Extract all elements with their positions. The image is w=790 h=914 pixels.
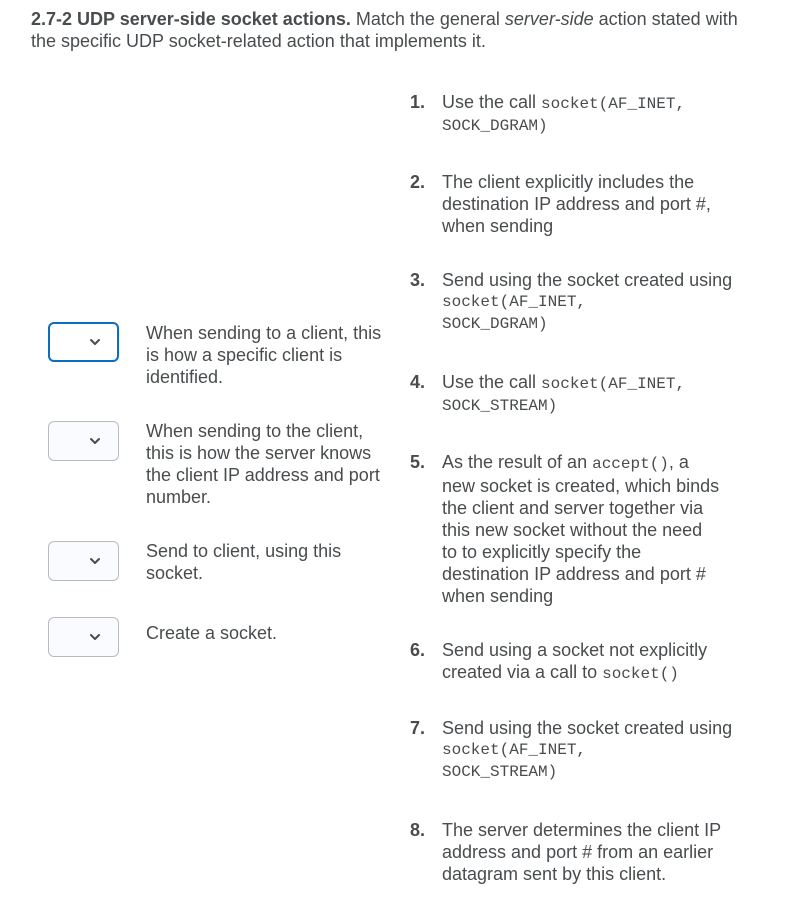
choice-5-line-5: to to explicitly specify the: [442, 542, 642, 562]
choice-7-number: 7.: [410, 718, 426, 738]
choice-7-code-1: socket(AF_INET,: [442, 741, 587, 759]
match-select-3[interactable]: [48, 541, 119, 581]
choice-1-text: Use the call: [442, 92, 542, 112]
question-text-emphasis: server-side: [504, 9, 594, 29]
choice-6: [410, 639, 750, 685]
prompt-1: When sending to a client, this is how a specific client is identified.: [146, 323, 382, 387]
prompt-4: Create a socket.: [146, 623, 278, 643]
choice-5-line-6: destination IP address and port #: [442, 564, 706, 584]
choice-6-line-1: Send using a socket not explicitly: [442, 640, 708, 660]
choice-6-number: 6.: [410, 640, 426, 660]
chevron-down-icon: [89, 335, 101, 349]
choice-7-text: Send using the socket created using: [442, 718, 733, 738]
choice-7-code-2: SOCK_STREAM): [442, 763, 558, 781]
choice-5-code: accept(): [592, 455, 669, 473]
choice-8-line-3: datagram sent by this client.: [442, 864, 667, 884]
prompt-2: When sending to the client, this is how the server knows the client IP address and port number.: [146, 421, 380, 507]
choice-2-line-3: when sending: [442, 216, 554, 236]
choice-2-line-2: destination IP address and port #,: [442, 194, 711, 214]
choice-8: [410, 819, 750, 885]
choice-5-line-2: new socket is created, which binds: [442, 476, 720, 496]
choice-5-number: 5.: [410, 452, 426, 472]
choice-6-code: socket(): [602, 665, 679, 683]
choice-4-text: Use the call: [442, 372, 542, 392]
match-select-4[interactable]: [48, 617, 119, 657]
choice-7: [410, 717, 750, 783]
match-select-2[interactable]: [48, 421, 119, 461]
chevron-down-icon: [89, 630, 101, 644]
prompt-3: Send to client, using this socket.: [146, 541, 342, 583]
choice-5-text-post: , a: [668, 452, 689, 472]
choice-5-line-4: this new socket without the need: [442, 520, 703, 540]
choice-3-code-1: socket(AF_INET,: [442, 293, 587, 311]
choice-1-number: 1.: [410, 92, 426, 112]
choice-2: [410, 171, 750, 237]
match-select-1[interactable]: [48, 322, 119, 362]
choice-5-line-7: when sending: [442, 586, 554, 606]
choice-1-code-1: socket(AF_INET,: [541, 95, 686, 113]
choice-2-line-1: The client explicitly includes the: [442, 172, 695, 192]
choice-8-number: 8.: [410, 820, 426, 840]
choice-6-text: created via a call to: [442, 662, 603, 682]
choice-4: [410, 371, 750, 417]
question-text-part1: Match the general: [350, 9, 505, 29]
choice-1: [410, 91, 750, 137]
choice-3-code-2: SOCK_DGRAM): [442, 315, 548, 333]
choice-5: [410, 451, 750, 607]
question-text: [31, 8, 761, 52]
chevron-down-icon: [89, 554, 101, 568]
choice-5-line-3: the client and server together via: [442, 498, 704, 518]
choice-3-number: 3.: [410, 270, 426, 290]
choice-8-line-1: The server determines the client IP: [442, 820, 722, 840]
choice-3-text: Send using the socket created using: [442, 270, 733, 290]
choice-4-code-1: socket(AF_INET,: [541, 375, 686, 393]
chevron-down-icon: [89, 434, 101, 448]
choice-3: [410, 269, 750, 335]
question-text-part2: action stated with the specific UDP socket-related action that implements it.: [31, 9, 738, 51]
choice-1-code-2: SOCK_DGRAM): [442, 117, 548, 135]
choice-4-number: 4.: [410, 372, 426, 392]
question-heading: 2.7-2 UDP server-side socket actions.: [31, 9, 351, 29]
choice-2-number: 2.: [410, 172, 426, 192]
choice-5-text: As the result of an: [442, 452, 593, 472]
choice-4-code-2: SOCK_STREAM): [442, 397, 558, 415]
choice-8-line-2: address and port # from an earlier: [442, 842, 714, 862]
